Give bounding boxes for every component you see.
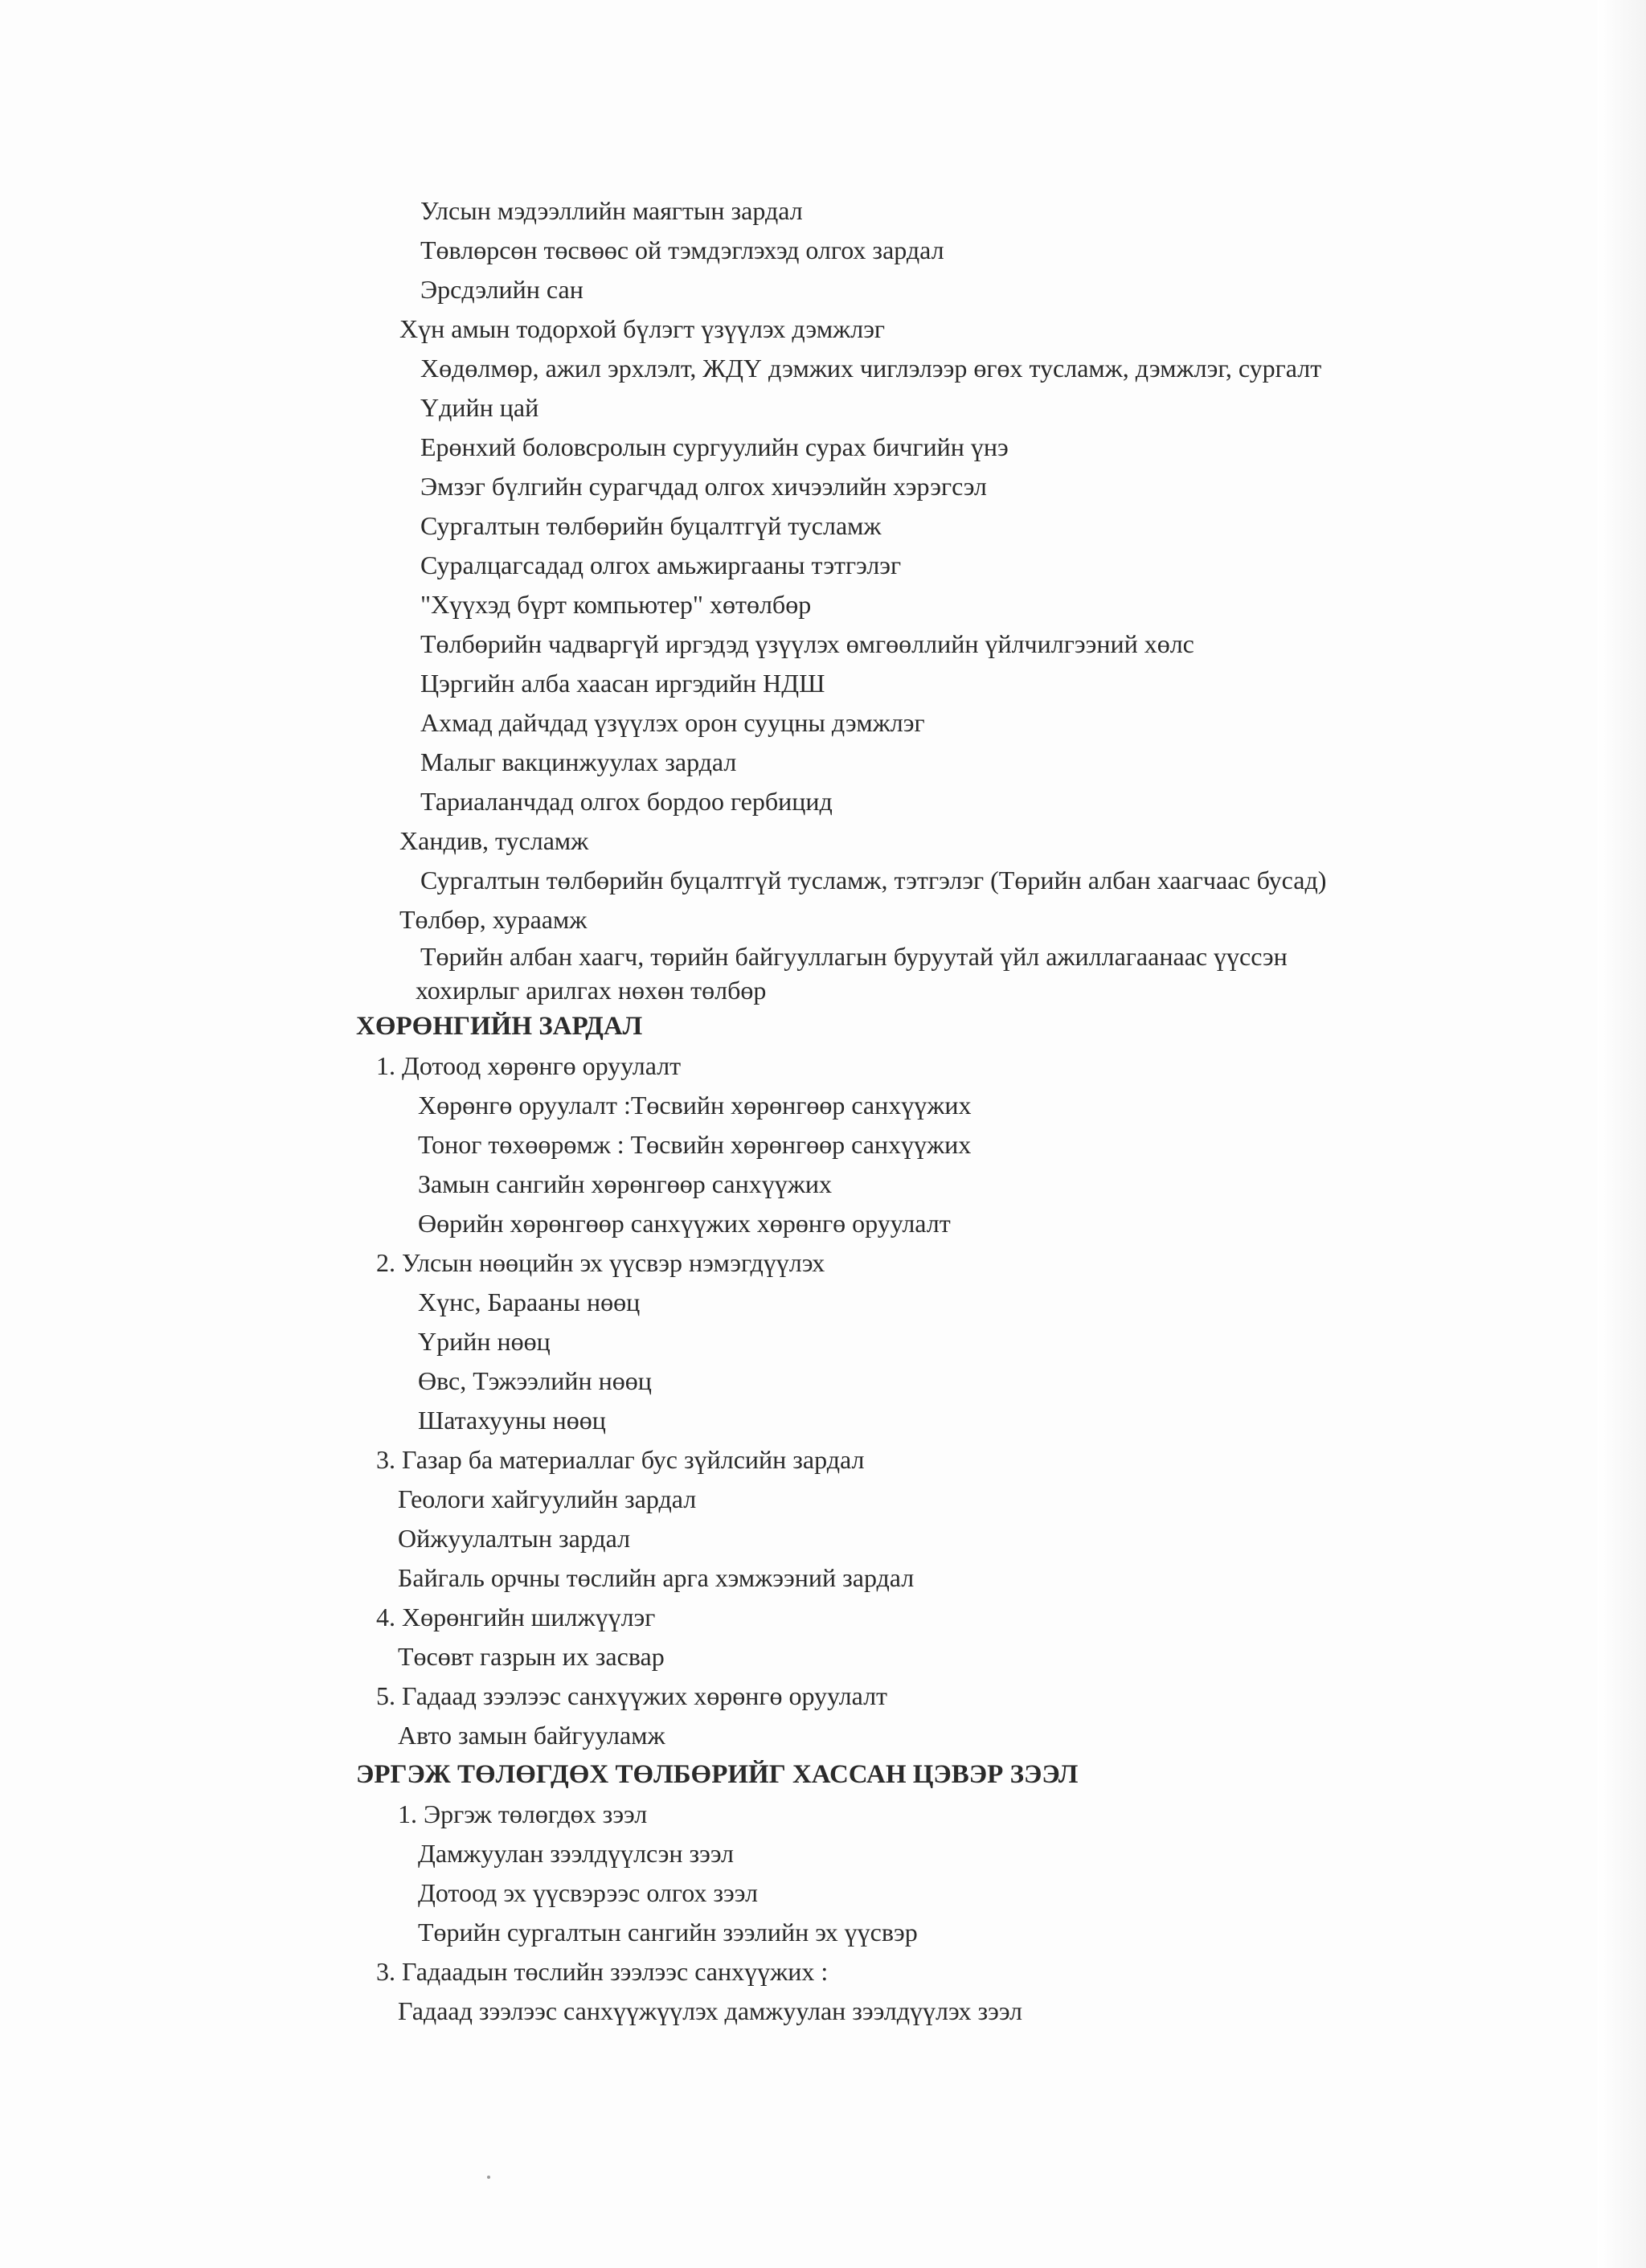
subsection-line: Хандив, тусламж <box>399 826 589 855</box>
text-line-continued: хохирлыг арилгах нөхөн төлбөр <box>416 976 767 1005</box>
document-body <box>0 191 1646 2031</box>
numbered-item: 1. Дотоод хөрөнгө оруулалт <box>376 1051 682 1080</box>
text-line: Замын сангийн хөрөнгөөр санхүүжих <box>418 1169 832 1198</box>
numbered-item: 3. Гадаадын төслийн зээлээс санхүүжих : <box>376 1957 829 1986</box>
text-line: Төсөвт газрын их засвар <box>398 1642 665 1671</box>
text-line: Тоног төхөөрөмж : Төсвийн хөрөнгөөр санхүүжих <box>418 1130 972 1159</box>
text-line: Дотоод эх үүсвэрээс олгох зээл <box>418 1878 758 1907</box>
text-line: Сургалтын төлбөрийн буцалтгүй тусламж <box>420 511 882 540</box>
text-line: Эмзэг бүлгийн сурагчдад олгох хичээлийн хэрэгсэл <box>420 472 987 501</box>
subsection-line: Төлбөр, хураамж <box>399 905 588 934</box>
text-line: Өвс, Тэжээлийн нөөц <box>418 1366 652 1395</box>
subsection-line: Хүн амын тодорхой бүлэгт үзүүлэх дэмжлэг <box>399 314 886 343</box>
text-line: Төрийн сургалтын сангийн зээлийн эх үүсвэр <box>418 1918 918 1947</box>
text-line: Өөрийн хөрөнгөөр санхүүжих хөрөнгө оруулалт <box>418 1209 951 1238</box>
section-heading: ЭРГЭЖ ТӨЛӨГДӨХ ТӨЛБӨРИЙГ ХАССАН ЦЭВЭР ЗЭЭЛ <box>356 1760 1079 1789</box>
wrapped-paragraph <box>0 940 1646 1007</box>
text-line: Байгаль орчны төслийн арга хэмжээний зардал <box>398 1563 915 1592</box>
text-line: Улсын мэдээллийн маягтын зардал <box>420 196 803 225</box>
text-line: Төлбөрийн чадваргүй иргэдэд үзүүлэх өмгөөллийн үйлчилгээний хөлс <box>420 629 1194 658</box>
text-line: Ахмад дайчдад үзүүлэх орон сууцны дэмжлэг <box>420 708 925 737</box>
numbered-item: 2. Улсын нөөцийн эх үүсвэр нэмэгдүүлэх <box>376 1248 825 1277</box>
text-line: Хүнс, Барааны нөөц <box>418 1288 641 1316</box>
text-line: Малыг вакцинжуулах зардал <box>420 747 737 776</box>
text-line: Ойжуулалтын зардал <box>398 1524 631 1553</box>
text-line: Гадаад зээлээс санхүүжүүлэх дамжуулан зээлдүүлэх зээл <box>398 1996 1022 2025</box>
numbered-item: 4. Хөрөнгийн шилжүүлэг <box>376 1603 656 1631</box>
text-line: Геологи хайгуулийн зардал <box>398 1484 697 1513</box>
text-line: Төрийн албан хаагч, төрийн байгууллагын буруутай үйл ажиллагаанаас үүссэн <box>420 942 1288 971</box>
text-line: "Хүүхэд бүрт компьютер" хөтөлбөр <box>420 590 812 619</box>
text-line: Хөрөнгө оруулалт :Төсвийн хөрөнгөөр санхүүжих <box>418 1091 972 1120</box>
text-line: Ерөнхий боловсролын сургуулийн сурах бичгийн үнэ <box>420 432 1009 461</box>
scan-speck <box>487 2176 490 2179</box>
numbered-item: 3. Газар ба материаллаг бус зүйлсийн зардал <box>376 1445 865 1474</box>
section-heading: ХӨРӨНГИЙН ЗАРДАЛ <box>356 1012 643 1041</box>
text-line: Төвлөрсөн төсвөөс ой тэмдэглэхэд олгох зардал <box>420 235 944 264</box>
text-line: Цэргийн алба хаасан иргэдийн НДШ <box>420 669 825 698</box>
numbered-item: 1. Эргэж төлөгдөх зээл <box>398 1799 648 1828</box>
numbered-item: 5. Гадаад зээлээс санхүүжих хөрөнгө оруулалт <box>376 1681 888 1710</box>
text-line: Хөдөлмөр, ажил эрхлэлт, ЖДҮ дэмжих чиглэлээр өгөх тусламж, дэмжлэг, сургалт <box>420 354 1322 383</box>
text-line: Үдийн цай <box>420 393 539 422</box>
text-line: Эрсдэлийн сан <box>420 275 583 304</box>
text-line: Шатахууны нөөц <box>418 1406 606 1435</box>
text-line: Дамжуулан зээлдүүлсэн зээл <box>418 1839 734 1868</box>
text-line: Сургалтын төлбөрийн буцалтгүй тусламж, тэтгэлэг (Төрийн албан хаагчаас бусад) <box>420 866 1327 895</box>
text-line: Авто замын байгууламж <box>398 1721 665 1750</box>
text-line: Тариаланчдад олгох бордоо гербицид <box>420 787 833 816</box>
text-line: Суралцагсадад олгох амьжиргааны тэтгэлэг <box>420 551 902 579</box>
text-line: Үрийн нөөц <box>418 1327 551 1356</box>
